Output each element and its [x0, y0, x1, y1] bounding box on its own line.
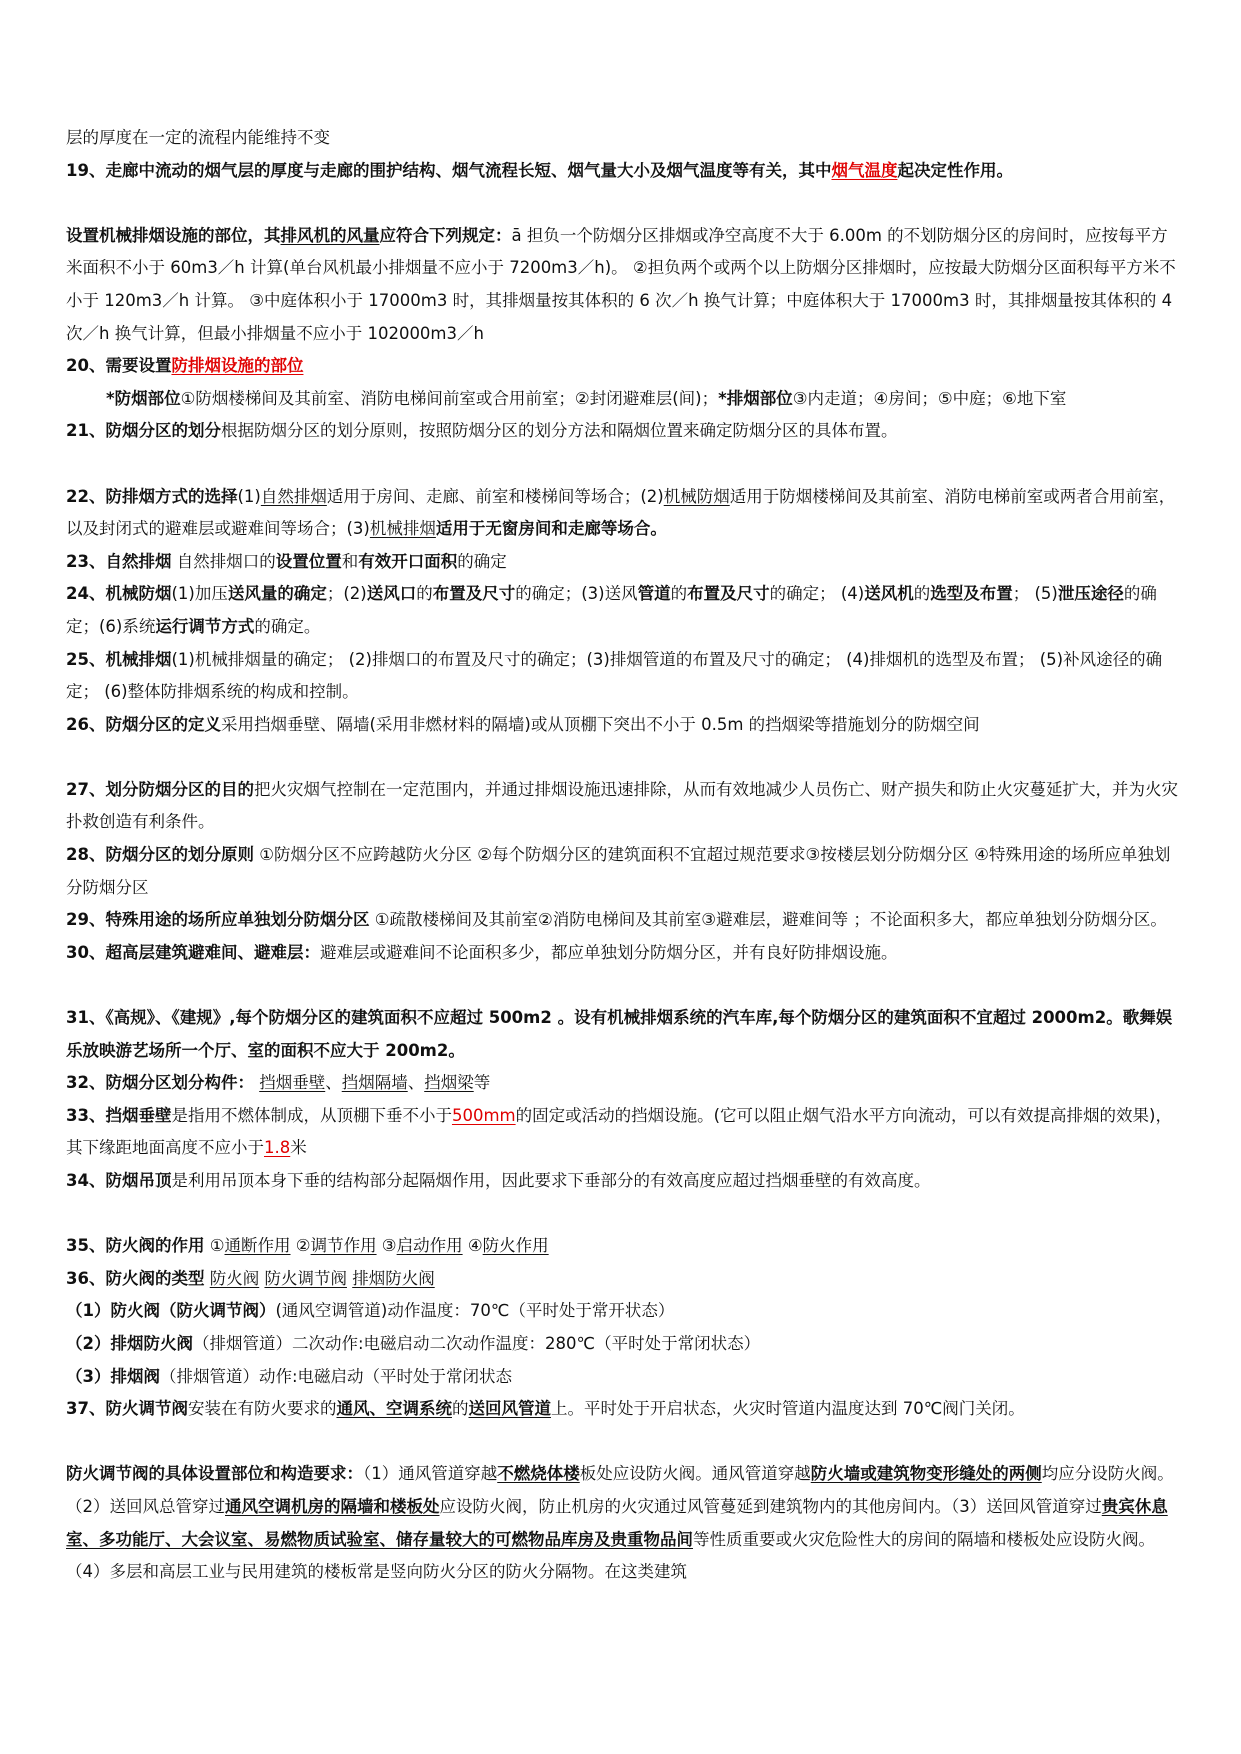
text-run: （1）防火阀（防火调节阀）: [66, 1301, 276, 1321]
text-run: 36、防火阀的类型: [66, 1268, 205, 1288]
text-run: 送回风管道: [468, 1399, 551, 1419]
text-run: 设置位置: [275, 551, 342, 571]
paragraph: [66, 578, 1180, 643]
text-run: 布置及尺寸: [432, 584, 516, 604]
text-run: ③内走道；④房间；⑤中庭；⑥地下室: [792, 388, 1067, 408]
paragraph: [66, 774, 1180, 839]
text-run: 的确定；(3)送风: [515, 584, 638, 604]
text-run: 排烟防火阀: [352, 1268, 435, 1288]
text-run: 的确定: [457, 551, 507, 571]
paragraph: [66, 415, 1180, 448]
text-run: 根据防烟分区的划分原则，按照防烟分区的划分方法和隔烟位置来确定防烟分区的具体布置。: [220, 421, 898, 441]
text-run: 防火作用: [482, 1236, 549, 1256]
paragraph: [66, 350, 1180, 383]
text-run: 26、防烟分区的定义: [66, 714, 221, 734]
text-run: 有效开口面积: [358, 551, 458, 571]
text-run: 不燃烧体楼: [497, 1464, 580, 1484]
text-run: 35、防火阀的作用: [66, 1236, 205, 1256]
paragraph: [66, 220, 1180, 350]
text-run: 34、防烟吊顶: [66, 1171, 172, 1190]
text-run: 自然排烟: [260, 486, 327, 506]
text-run: 30、超高层建筑避难间、避难层：: [66, 942, 320, 962]
text-run: （3）排烟阀: [66, 1366, 160, 1386]
text-run: 启动作用: [396, 1236, 463, 1256]
text-run: 19、走廊中流动的烟气层的厚度与走廊的围护结构、烟气流程长短、烟气量大小及烟气温度等有关，其中: [66, 160, 832, 180]
text-run: 应设防火阀，防止机房的火灾通过风管蔓延到建筑物内的其他房间内。（3）送回风管道穿过: [439, 1496, 1102, 1516]
text-run: 上。平时处于开启状态，火灾时管道内温度达到 70℃阀门关闭。: [550, 1399, 1025, 1419]
text-run: 的: [913, 584, 931, 604]
text-run: 25、机械排烟: [66, 649, 172, 669]
blank-line: [66, 1426, 1180, 1459]
text-run: 的确定。: [254, 616, 321, 636]
text-run: （2）排烟防火阀: [66, 1333, 193, 1353]
text-run: *排烟部位: [718, 388, 793, 408]
paragraph: [66, 839, 1180, 904]
text-run: 避难层或避难间不论面积多少，都应单独划分防烟分区，并有良好防排烟设施。: [319, 942, 898, 962]
text-run: 调节作用: [310, 1236, 377, 1256]
text-run: 37、防火调节阀: [66, 1399, 188, 1419]
paragraph: [66, 1328, 1180, 1361]
paragraph: [66, 1002, 1180, 1067]
text-run: 适用于房间、走廊、前室和楼梯间等场合；(2): [326, 486, 664, 506]
text-run: *防烟部位: [106, 388, 181, 408]
text-run: 等: [473, 1073, 491, 1093]
text-run: 、: [325, 1073, 342, 1093]
text-run: （排烟管道）动作:电磁启动（平时处于常闭状态: [159, 1366, 513, 1386]
text-run: (1)加压: [171, 584, 228, 604]
text-run: 送风机: [864, 584, 914, 604]
paragraph: [66, 644, 1180, 709]
text-run: 防火调节阀: [264, 1268, 347, 1288]
text-run: 板处应设防火阀。通风管道穿越: [579, 1464, 811, 1484]
text-run: 27、划分防烟分区的目的: [66, 779, 254, 799]
text-run: 采用挡烟垂壁、隔墙(采用非燃材料的隔墙)或从顶棚下突出不小于 0.5m 的挡烟梁等措施划分的防烟空间: [220, 714, 980, 734]
paragraph: [66, 1067, 1180, 1100]
text-run: 的: [670, 584, 688, 604]
text-run: 排风机的风量: [280, 225, 380, 245]
text-run: 均应分设防火阀。（2）送回风总管穿过: [66, 1464, 1174, 1516]
text-run: (通风空调管道)动作温度：70℃（平时处于常开状态）: [275, 1301, 675, 1321]
blank-line: [66, 741, 1180, 774]
text-run: 22、防排烟方式的选择: [66, 486, 238, 506]
text-run: 防排烟设施的部位: [171, 356, 304, 376]
text-run: 应符合下列规定：: [379, 225, 512, 245]
text-run: 是利用吊顶本身下垂的结构部分起隔烟作用，因此要求下垂部分的有效高度应超过挡烟垂壁的有效高度。: [171, 1171, 931, 1190]
paragraph: [66, 1100, 1180, 1165]
text-run: ā 担负一个防烟分区排烟或净空高度不大于 6.00m 的不划防烟分区的房间时，应按每平方米面积不小于 60m3／h 计算(单台风机最小排烟量不应小于 7200m3／h)。 ②担负两个或两个以上防烟分区排烟时，应按最大防烟分区面积每平方米不小于 120m3／h 计算。 ③中庭体积小于 17000m3 时，其排烟量按其体积的 6 次／h 换气计算；中庭体积大于 17000m3 时，其排烟量按其体积的 4 次／h 换气计算，但最小排烟量不应小于 102000m3／h: [66, 225, 1176, 343]
text-run: ； (5): [1012, 584, 1058, 604]
text-run: ③: [376, 1236, 397, 1256]
paragraph: [66, 1458, 1180, 1588]
paragraph: [66, 383, 1180, 416]
text-run: ①防烟分区不应跨越防火分区 ②每个防烟分区的建筑面积不宜超过规范要求③按楼层划分防烟分区 ④特殊用途的场所应单独划分防烟分区: [66, 845, 1171, 897]
text-run: 防火调节阀的具体设置部位和构造要求：: [66, 1464, 363, 1484]
text-run: 31、《高规》、《建规》,每个防烟分区的建筑面积不应超过 500m2 。设有机械排烟系统的汽车库,每个防烟分区的建筑面积不宜超过 2000m2。歌舞娱乐放映游艺场所一个厅、室的面积不应大于 200m2。: [66, 1008, 1173, 1060]
paragraph: [66, 1361, 1180, 1394]
text-run: 安装在有防火要求的: [187, 1399, 337, 1419]
text-run: 送风量: [227, 584, 278, 604]
text-run: 选型及布置: [930, 584, 1013, 604]
blank-line: [66, 1198, 1180, 1231]
paragraph: [66, 709, 1180, 742]
text-run: 通风空调机房的隔墙和楼板处: [225, 1496, 440, 1516]
text-run: 层的厚度在一定的流程内能维持不变: [66, 128, 330, 147]
text-run: 机械排烟: [369, 519, 436, 539]
text-run: 烟气温度: [831, 160, 898, 180]
text-run: 的确定: [277, 584, 327, 604]
text-run: 机械防烟: [663, 486, 730, 506]
text-run: 29、特殊用途的场所应单独划分防烟分区: [66, 910, 370, 930]
text-run: 的确定；(6)系统: [66, 584, 1157, 636]
text-run: 挡烟隔墙: [341, 1073, 408, 1093]
text-run: 通断作用: [224, 1236, 291, 1256]
text-run: ①防烟楼梯间及其前室、消防电梯间前室或合用前室；②封闭避难层(间)；: [180, 388, 719, 408]
text-run: 1.8: [264, 1138, 291, 1158]
text-run: 23、自然排烟: [66, 551, 172, 571]
text-run: 适用于防烟楼梯间及其前室、消防电梯前室或两者合用前室，以及封闭式的避难层或避难间等场合；(3): [66, 486, 1176, 539]
text-run: ②: [290, 1236, 311, 1256]
text-run: 米: [290, 1138, 307, 1158]
text-run: （排烟管道）二次动作:电磁启动二次动作温度：280℃（平时处于常闭状态）: [192, 1333, 761, 1353]
text-run: 的确定； (4): [769, 584, 865, 604]
text-run: ④: [462, 1236, 483, 1256]
paragraph: [66, 904, 1180, 937]
text-run: (1)机械排烟量的确定； (2)排烟口的布置及尺寸的确定；(3)排烟管道的布置及尺寸的确定； (4)排烟机的选型及布置； (5)补风途径的确定； (6)整体防排烟系统的构成和控制。: [66, 649, 1163, 702]
text-run: 挡烟垂壁: [259, 1073, 326, 1093]
text-run: （1）通风管道穿越: [363, 1464, 498, 1484]
text-run: 21、防烟分区的划分: [66, 421, 221, 441]
paragraph: [66, 1263, 1180, 1296]
text-run: 防火墙或建筑物变形缝处的两侧: [810, 1464, 1042, 1484]
paragraph: [66, 1230, 1180, 1263]
text-run: ①疏散楼梯间及其前室②消防电梯间及其前室③避难层，避难间等 ；不论面积多大，都应单独划分防烟分区。: [369, 910, 1167, 930]
text-run: 和: [341, 551, 359, 571]
text-run: 的: [416, 584, 433, 604]
text-run: 适用于无窗房间和走廊等场合。: [435, 519, 667, 539]
blank-line: [66, 448, 1180, 481]
text-run: 的: [451, 1399, 469, 1419]
text-run: 24、机械防烟: [66, 584, 172, 604]
text-run: 32、防烟分区划分构件：: [66, 1073, 254, 1093]
text-run: ；(2): [326, 584, 367, 604]
paragraph: [66, 1295, 1180, 1328]
blank-line: [66, 969, 1180, 1002]
text-run: 是指用不燃体制成，从顶棚下垂不小于: [171, 1105, 452, 1125]
text-run: 28、防烟分区的划分原则: [66, 845, 254, 865]
text-run: ①: [204, 1236, 225, 1256]
text-run: 20、需要设置: [66, 356, 172, 376]
text-run: 通风、空调系统: [336, 1399, 452, 1419]
blank-line: [66, 187, 1180, 220]
text-run: 33、挡烟垂壁: [66, 1105, 172, 1125]
paragraph: [66, 122, 1180, 155]
paragraph: [66, 546, 1180, 579]
text-run: 泄压途径: [1057, 584, 1124, 604]
document-page: [66, 122, 1180, 1589]
paragraph: [66, 1165, 1180, 1198]
text-run: 、: [407, 1073, 425, 1093]
paragraph: [66, 481, 1180, 546]
paragraph: [66, 1393, 1180, 1426]
text-run: 等性质重要或火灾危险性大的房间的隔墙和楼板处应设防火阀。（4）多层和高层工业与民用建筑的楼板常是竖向防火分区的防火分隔物。在这类建筑: [66, 1529, 1155, 1582]
text-run: 起决定性作用。: [897, 160, 1013, 180]
text-run: 设置机械排烟设施的部位，其: [66, 225, 281, 245]
text-run: 送风口: [366, 584, 417, 604]
text-run: 自然排烟口的: [171, 551, 276, 571]
paragraph: [66, 155, 1180, 188]
text-run: 把火灾烟气控制在一定范围内，并通过排烟设施迅速排除，从而有效地减少人员伤亡、财产损失和防止火灾蔓延扩大，并为火灾扑救创造有利条件。: [66, 779, 1178, 832]
text-run: 管道: [637, 584, 671, 604]
text-run: 贵宾休息室、多功能厅、大会议室、易燃物质试验室、储存量较大的可燃物品库房及贵重物品间: [66, 1496, 1168, 1549]
text-run: 运行调节方式: [155, 616, 255, 636]
text-run: (1): [237, 486, 261, 506]
text-run: 500mm: [451, 1105, 516, 1125]
text-run: 布置及尺寸: [687, 584, 770, 604]
text-run: 挡烟梁: [424, 1073, 474, 1093]
text-run: 防火阀: [209, 1268, 260, 1288]
text-run: 的固定或活动的挡烟设施。(它可以阻止烟气沿水平方向流动，可以有效提高排烟的效果)，其下缘距地面高度不应小于: [66, 1105, 1172, 1158]
paragraph: [66, 937, 1180, 970]
